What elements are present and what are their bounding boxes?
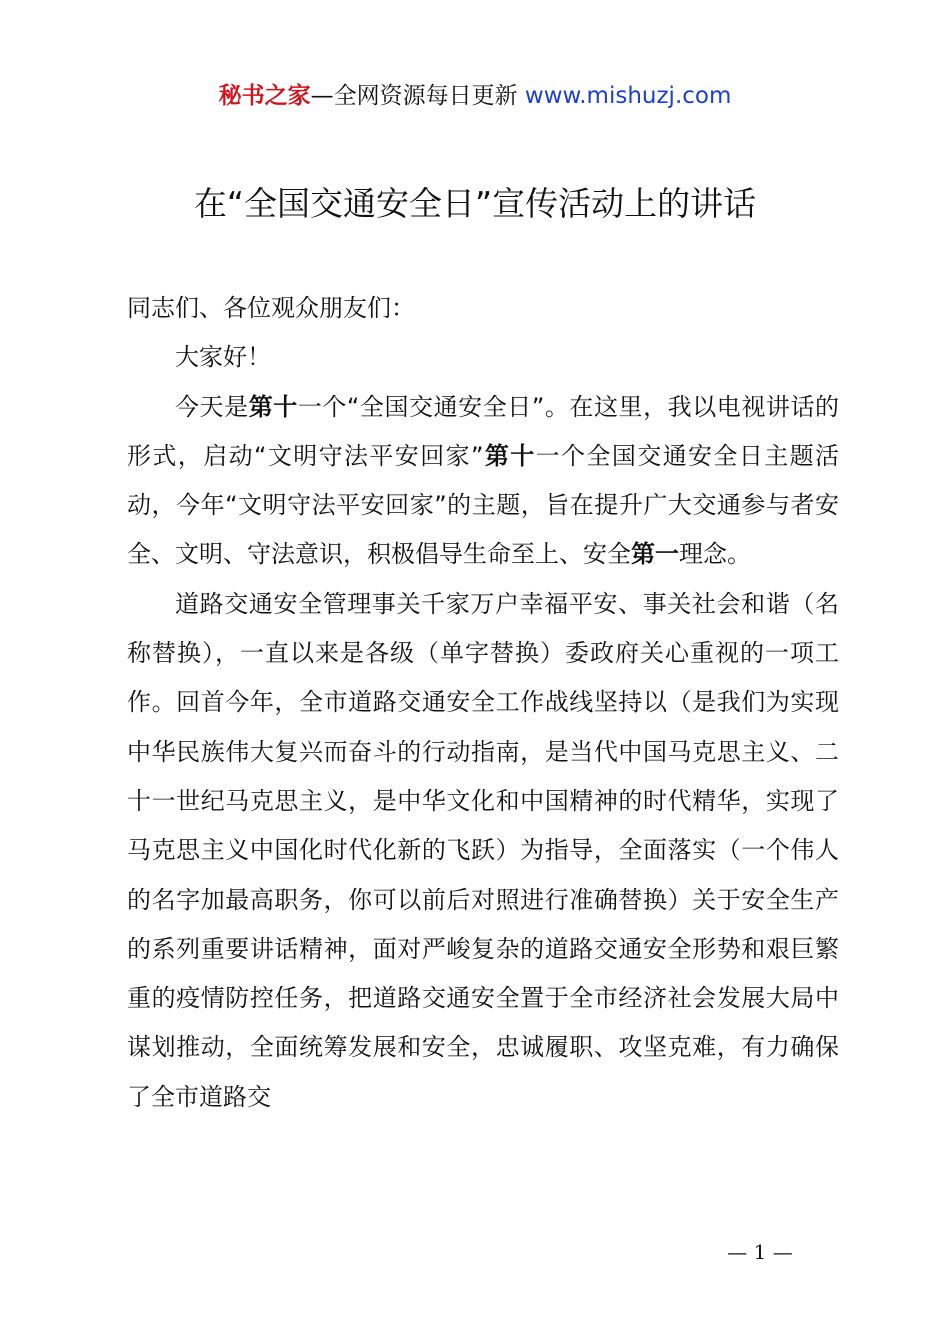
- site-tagline: —全网资源每日更新: [310, 83, 525, 109]
- paragraph-1-bold-2: 第十: [483, 441, 536, 470]
- greeting: 大家好！: [175, 343, 271, 372]
- salutation: 同志们、各位观众朋友们：: [127, 294, 415, 322]
- paragraph-1-text-4: 理念。: [679, 540, 751, 569]
- paragraph-1-bold-3: 第一: [631, 540, 679, 569]
- document-body: [127, 284, 839, 1122]
- document-title: 在“全国交通安全日”宣传活动上的讲话: [193, 184, 757, 223]
- paragraph-1-text-1: 今天是: [175, 392, 249, 421]
- paragraph-1-text-3: 一个全国交通安全日主题活动，今年“文明守法平安回家”的主题，旨在提升广大交通参与者安全、文明、守法意识，积极倡导生命至上、安全: [127, 441, 840, 569]
- paragraph-1-text-2: 一个“全国交通安全日”。在这里，我以电视讲话的形式，启动“文明守法平安回家”: [127, 392, 840, 470]
- site-header: [0, 80, 950, 112]
- page-number: — 1 —: [727, 1240, 793, 1264]
- paragraph-1: [127, 383, 839, 580]
- paragraph-1-bold-1: 第十: [248, 392, 298, 421]
- paragraph-2: 道路交通安全管理事关千家万户幸福平安、事关社会和谐（名称替换），一直以来是各级（单字替换）委政府关心重视的一项工作。回首今年，全市道路交通安全工作战线坚持以（是我们为实现中华民族伟大复兴而奋斗的行动指南，是当代中国马克思主义、二十一世纪马克思主义，是中华文化和中国精神的时代精华，实现了马克思主义中国化时代化新的飞跃）为指导，全面落实（一个伟人的名字加最高职务，你可以前后对照进行准确替换）关于安全生产的系列重要讲话精神，面对严峻复杂的道路交通安全形势和艰巨繁重的疫情防控任务，把道路交通安全置于全市经济社会发展大局中谋划推动，全面统筹发展和安全，忠诚履职、攻坚克难，有力确保了全市道路交: [127, 589, 839, 1111]
- site-url[interactable]: www.mishuzj.com: [524, 83, 732, 109]
- site-brand: 秘书之家: [218, 83, 311, 109]
